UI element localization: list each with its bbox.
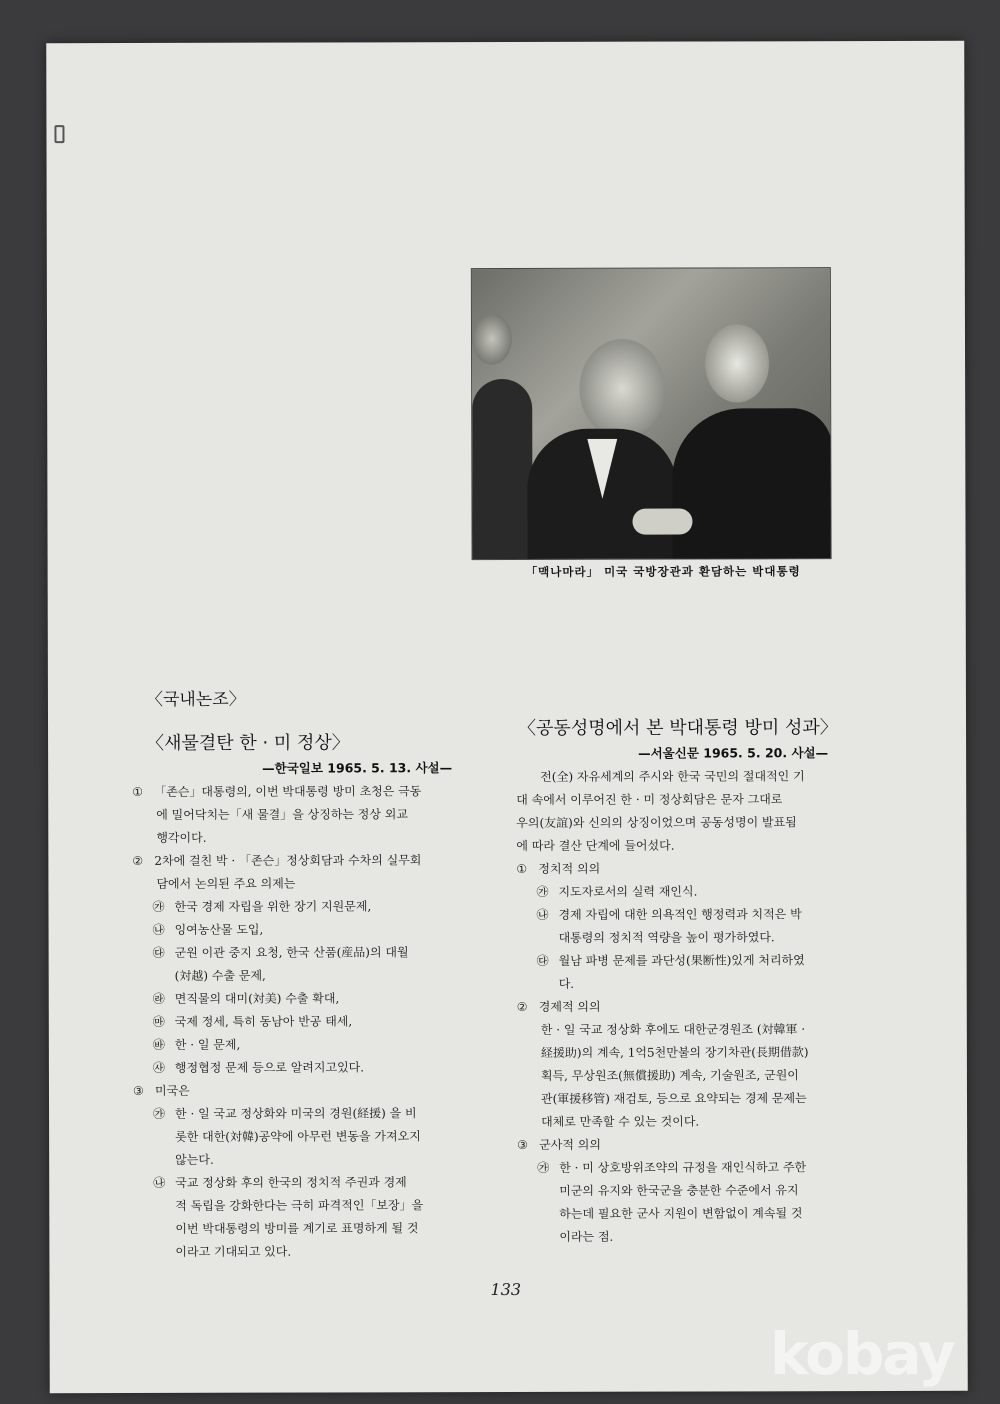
photo-caption: 「맥나마라」 미국 국방장관과 환담하는 박대통령 <box>525 564 801 579</box>
text-line <box>516 765 916 789</box>
text-line <box>517 1018 917 1042</box>
line-text: 経援助)의 계속, 1억5천만불의 장기차관(長期借款) <box>540 1045 809 1060</box>
text-line <box>517 1202 917 1226</box>
line-text: 롯한 대한(対韓)공약에 아무런 변동을 가져오지 <box>175 1129 421 1144</box>
line-text: 경제적 의의 <box>538 999 601 1014</box>
text-line <box>517 926 917 950</box>
text-line <box>133 1079 513 1103</box>
section-heading: 〈국내논조〉 <box>145 689 246 710</box>
list-marker: ㉯ <box>536 907 549 922</box>
text-line <box>132 826 512 850</box>
line-text: 행각이다. <box>156 830 207 845</box>
line-text: 대 속에서 이루어진 한 · 미 정상회담은 문자 그대로 <box>516 792 783 807</box>
line-text: 대체로 만족할 수 있는 것이다. <box>541 1114 700 1129</box>
list-marker: ③ <box>517 1137 528 1152</box>
list-marker: ② <box>516 999 528 1014</box>
line-text: 군사적 의의 <box>539 1137 601 1152</box>
line-text: 행정협정 문제 등으로 알려지고있다. <box>174 1060 365 1075</box>
line-text: 군원 이관 중지 요청, 한국 산품(産品)의 대월 <box>174 945 409 960</box>
text-line <box>516 811 916 835</box>
list-marker: ③ <box>132 1083 144 1098</box>
line-text: 지도자로서의 실력 재인식. <box>558 884 698 899</box>
list-marker: ① <box>132 784 143 799</box>
line-text: 잉여농산물 도입, <box>174 922 264 937</box>
line-text: 획득, 무상원조(無償援助) 계속, 기술원조, 군원이 <box>540 1068 799 1083</box>
line-text: 적 독립을 강화한다는 극히 파격적인「보장」을 <box>175 1198 424 1213</box>
text-line <box>517 1041 917 1065</box>
text-line <box>133 1102 513 1126</box>
line-text: 대통령의 정치적 역량을 높이 평가하였다. <box>558 930 775 945</box>
list-marker: ㉮ <box>537 1160 550 1175</box>
line-text: 경제 자립에 대한 의욕적인 행정력과 치적은 박 <box>558 907 802 922</box>
line-text: 이라고 기대되고 있다. <box>175 1244 292 1259</box>
text-line <box>133 1217 513 1241</box>
text-line <box>133 1148 513 1172</box>
text-line <box>133 1171 513 1195</box>
text-line <box>517 972 917 996</box>
line-text: (対越) 수출 문제, <box>174 968 266 983</box>
text-line <box>517 995 917 1019</box>
text-line <box>517 1179 917 1203</box>
text-line <box>132 849 512 873</box>
right-article-source: —서울신문 1965. 5. 20. 사설— <box>638 745 829 761</box>
line-text: 담에서 논의된 주요 의제는 <box>156 876 296 891</box>
list-marker: ㉴ <box>152 1060 165 1075</box>
text-line <box>133 918 513 942</box>
line-text: 미군의 유지와 한국군을 충분한 수준에서 유지 <box>559 1183 799 1198</box>
list-marker: ㉱ <box>152 991 165 1006</box>
news-photo <box>471 267 832 560</box>
line-text: 전(全) 자유세계의 주시와 한국 국민의 절대적인 기 <box>540 769 805 784</box>
text-line <box>133 1056 513 1080</box>
list-marker: ㉮ <box>152 899 165 914</box>
line-text: 이번 박대통령의 방미를 계기로 표명하게 될 것 <box>175 1221 419 1236</box>
line-text: 에 따라 결산 단계에 들어섰다. <box>516 838 675 853</box>
list-marker: ㉰ <box>152 945 165 960</box>
line-text: 한 · 일 문제, <box>174 1037 241 1052</box>
text-line <box>516 880 916 904</box>
line-text: 관(軍援移管) 재검토, 등으로 요약되는 경제 문제는 <box>540 1091 807 1106</box>
left-article-title: 〈새물결탄 한 · 미 정상〉 <box>146 732 350 754</box>
list-marker: ㉯ <box>153 1175 166 1190</box>
line-text: 국교 정상화 후의 한국의 정치적 주권과 경제 <box>175 1175 407 1190</box>
text-line <box>132 780 512 804</box>
text-line <box>517 1064 917 1088</box>
left-article-source: —한국일보 1965. 5. 13. 사설— <box>262 760 453 776</box>
line-text: 월남 파병 문제를 과단성(果断性)있게 처리하였 <box>558 953 805 968</box>
line-text: 한국 경제 자립을 위한 장기 지원문제, <box>174 899 372 914</box>
text-line <box>133 1033 513 1057</box>
text-line <box>132 872 512 896</box>
text-line <box>517 1110 917 1134</box>
list-marker: ① <box>516 861 528 876</box>
text-line <box>516 857 916 881</box>
staple-mark <box>54 125 64 143</box>
text-line <box>517 1156 917 1180</box>
text-line <box>517 1087 917 1111</box>
watermark-logo: kobay <box>770 1320 954 1388</box>
text-line <box>132 803 512 827</box>
line-text: 이라는 점. <box>559 1229 614 1244</box>
line-text: 국제 정세, 특히 동남아 반공 태세, <box>174 1014 353 1029</box>
line-text: 에 밀어닥치는「새 물결」을 상징하는 정상 외교 <box>156 807 409 822</box>
page-number: 133 <box>490 1279 522 1300</box>
text-line <box>132 895 512 919</box>
list-marker: ㉳ <box>152 1037 165 1052</box>
left-article-body <box>132 780 513 1264</box>
line-text: 우의(友誼)와 신의의 상징이었으며 공동성명이 발표됨 <box>516 815 797 830</box>
text-line <box>516 903 916 927</box>
line-text: 미국은 <box>154 1083 190 1098</box>
text-line <box>133 1125 513 1149</box>
text-line <box>517 1225 917 1249</box>
line-text: 한 · 미 상호방위조약의 규정을 재인식하고 주한 <box>559 1160 807 1175</box>
text-line <box>517 949 917 973</box>
line-text: 한 · 일 국교 정상화와 미국의 경원(経援) 을 비 <box>175 1106 417 1121</box>
right-article-title: 〈공동성명에서 본 박대통령 방미 성과〉 <box>518 717 838 739</box>
text-line <box>516 834 916 858</box>
text-line <box>133 1010 513 1034</box>
text-line <box>133 941 513 965</box>
list-marker: ㉲ <box>152 1014 165 1029</box>
list-marker: ㉯ <box>152 922 165 937</box>
text-line <box>133 964 513 988</box>
document-page <box>46 41 968 1393</box>
text-line <box>517 1133 917 1157</box>
line-text: 한 · 일 국교 정상화 후에도 대한군경원조 (対韓軍 · <box>540 1022 806 1037</box>
list-marker: ㉮ <box>153 1106 166 1121</box>
right-article-body <box>516 765 917 1249</box>
line-text: 하는데 필요한 군사 지원이 변함없이 계속될 것 <box>559 1206 803 1221</box>
line-text: 면직물의 대미(対美) 수출 확대, <box>174 991 340 1006</box>
text-line <box>133 1240 513 1264</box>
line-text: 2차에 걸친 박 · 「존슨」정상회담과 수차의 실무회 <box>154 853 422 868</box>
text-line <box>133 1194 513 1218</box>
line-text: 않는다. <box>175 1152 214 1167</box>
text-line <box>516 788 916 812</box>
list-marker: ② <box>132 853 144 868</box>
line-text: 「존슨」대통령의, 이번 박대통령 방미 초청은 극동 <box>154 784 422 799</box>
list-marker: ㉮ <box>536 884 549 899</box>
list-marker: ㉰ <box>536 953 549 968</box>
line-text: 다. <box>558 976 575 991</box>
text-line <box>133 987 513 1011</box>
line-text: 정치적 의의 <box>538 861 601 876</box>
